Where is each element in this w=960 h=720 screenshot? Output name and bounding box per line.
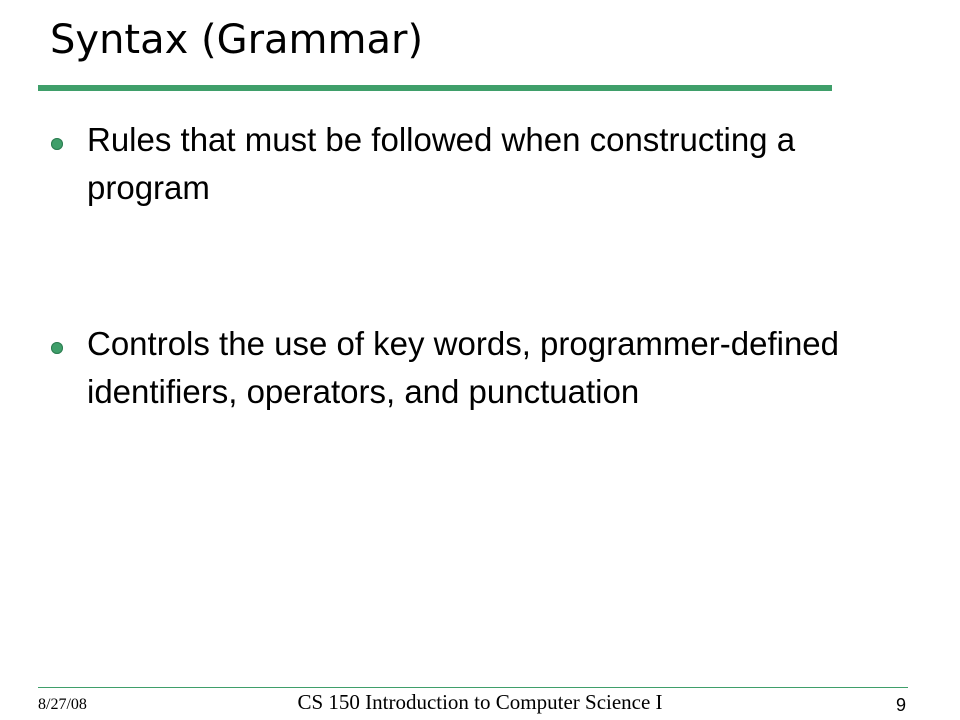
bullet-dot-icon (51, 138, 63, 150)
footer-divider (38, 687, 908, 688)
bullet-dot-icon (51, 342, 63, 354)
title-underline (38, 85, 832, 91)
page-number: 9 (895, 695, 906, 715)
footer-date: 8/27/08 (38, 696, 87, 713)
bullet-text: Controls the use of key words, programmer-defined identifiers, operators, and punctuation (87, 325, 840, 410)
footer-course-title: CS 150 Introduction to Computer Science I (297, 690, 663, 714)
bullet-text: Rules that must be followed when constructing a program (87, 121, 796, 206)
bullet-item (51, 116, 931, 212)
slide-title: Syntax (Grammar) (50, 17, 424, 63)
bullet-item (51, 320, 931, 416)
